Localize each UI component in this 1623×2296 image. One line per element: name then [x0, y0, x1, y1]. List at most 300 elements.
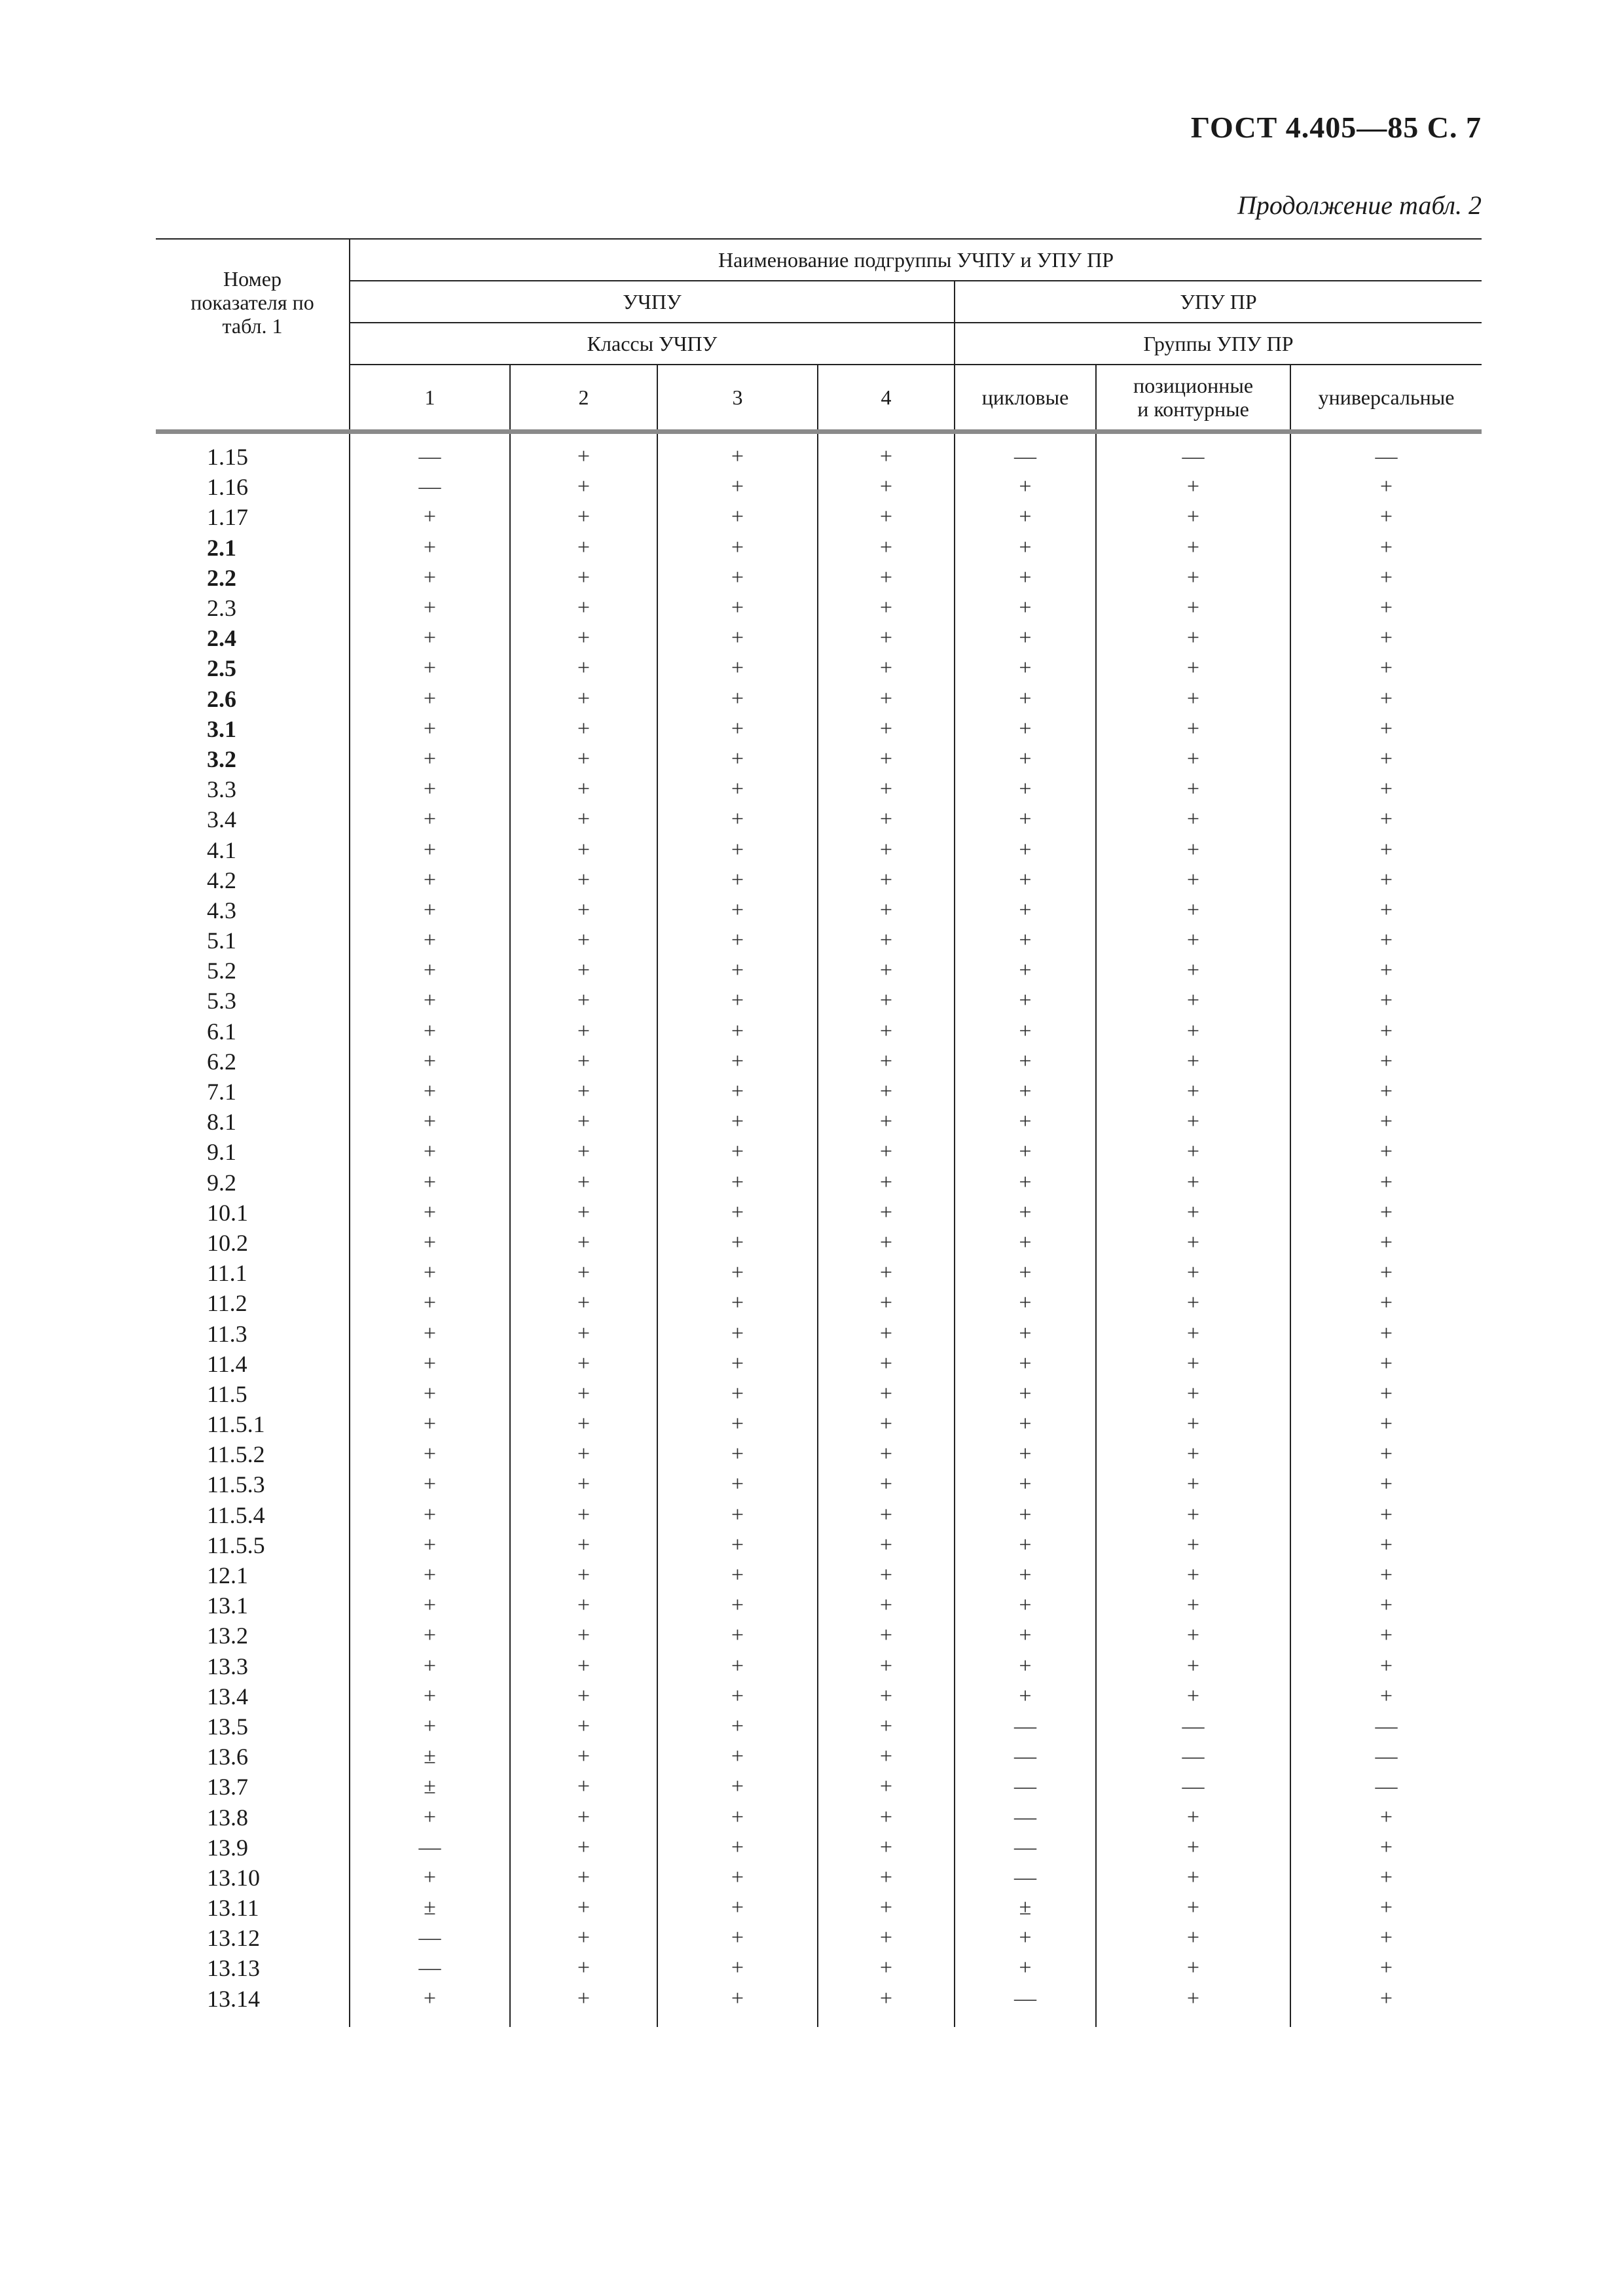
- applicability-mark: +: [955, 1500, 1096, 1530]
- table-continuation-label: Продолжение табл. 2: [1237, 190, 1482, 220]
- applicability-mark: +: [1379, 1049, 1393, 1073]
- applicability-mark: +: [350, 1409, 510, 1439]
- applicability-mark: +: [657, 1107, 818, 1137]
- applicability-mark: +: [1379, 1956, 1393, 1981]
- table-row: [156, 563, 1482, 593]
- applicability-mark: +: [1379, 1018, 1393, 1043]
- applicability-mark: +: [1096, 1833, 1290, 1863]
- applicability-mark: +: [818, 1863, 955, 1893]
- applicability-mark: +: [818, 834, 955, 865]
- applicability-mark: +: [818, 1439, 955, 1469]
- applicability-mark: +: [657, 1772, 818, 1802]
- applicability-mark: +: [1096, 986, 1290, 1016]
- row-number: 3.4: [156, 804, 350, 834]
- applicability-mark: +: [1379, 1412, 1393, 1437]
- applicability-mark: +: [1379, 1683, 1393, 1708]
- applicability-mark: +: [350, 1318, 510, 1348]
- row-number-header-text: Номер показателя по табл. 1: [191, 266, 314, 338]
- table-row: [156, 1530, 1482, 1560]
- applicability-mark: +: [818, 1802, 955, 1832]
- applicability-mark: +: [510, 1288, 657, 1318]
- applicability-mark: +: [955, 865, 1096, 895]
- applicability-mark: +: [955, 1590, 1096, 1621]
- applicability-mark: +: [818, 563, 955, 593]
- applicability-mark: +: [1379, 1895, 1393, 1920]
- applicability-mark: +: [350, 744, 510, 774]
- applicability-mark: +: [1096, 925, 1290, 956]
- row-number: 12.1: [156, 1560, 350, 1590]
- row-number: 2.2: [156, 563, 350, 593]
- applicability-mark: +: [1379, 686, 1393, 711]
- applicability-mark: +: [657, 1833, 818, 1863]
- table-row: [156, 1379, 1482, 1409]
- applicability-mark: +: [1379, 535, 1393, 560]
- applicability-mark: +: [1096, 865, 1290, 895]
- applicability-mark: —: [955, 1802, 1096, 1832]
- applicability-mark: +: [955, 1137, 1096, 1167]
- applicability-mark: +: [1096, 623, 1290, 653]
- applicability-mark: +: [818, 1742, 955, 1772]
- applicability-mark: +: [1379, 867, 1393, 892]
- applicability-mark: +: [657, 1953, 818, 1983]
- applicability-mark: +: [510, 1681, 657, 1712]
- applicability-mark: +: [657, 533, 818, 563]
- applicability-mark: +: [818, 714, 955, 744]
- row-number: 13.9: [156, 1833, 350, 1863]
- table-row: [156, 1590, 1482, 1621]
- applicability-mark: +: [657, 472, 818, 502]
- applicability-mark: +: [510, 1802, 657, 1832]
- applicability-mark: +: [1096, 895, 1290, 925]
- applicability-mark: +: [510, 1772, 657, 1802]
- applicability-mark: +: [657, 865, 818, 895]
- applicability-mark: +: [955, 1560, 1096, 1590]
- applicability-mark: +: [955, 1621, 1096, 1651]
- table-row: [156, 925, 1482, 956]
- applicability-mark: +: [350, 1681, 510, 1712]
- table-row: [156, 1923, 1482, 1953]
- applicability-mark: +: [510, 1228, 657, 1258]
- applicability-mark: +: [955, 472, 1096, 502]
- applicability-mark: +: [818, 774, 955, 804]
- table-row: [156, 804, 1482, 834]
- applicability-mark: +: [1096, 1802, 1290, 1832]
- applicability-mark: +: [818, 1893, 955, 1923]
- table-row: [156, 1137, 1482, 1167]
- row-number: 8.1: [156, 1107, 350, 1137]
- applicability-mark: +: [657, 563, 818, 593]
- table-row: [156, 774, 1482, 804]
- table-row: [156, 1228, 1482, 1258]
- applicability-mark: +: [955, 1681, 1096, 1712]
- applicability-mark: +: [657, 1802, 818, 1832]
- applicability-mark: +: [818, 744, 955, 774]
- applicability-mark: +: [510, 684, 657, 714]
- applicability-mark: +: [955, 1107, 1096, 1137]
- applicability-mark: +: [1096, 1863, 1290, 1893]
- applicability-mark: +: [510, 1560, 657, 1590]
- applicability-mark: +: [350, 1077, 510, 1107]
- applicability-mark: +: [657, 502, 818, 532]
- table-row: [156, 895, 1482, 925]
- applicability-mark: +: [1096, 1349, 1290, 1379]
- applicability-mark: +: [657, 1228, 818, 1258]
- applicability-mark: +: [510, 1923, 657, 1953]
- applicability-mark: +: [657, 774, 818, 804]
- row-number: 13.12: [156, 1923, 350, 1953]
- applicability-mark: +: [350, 865, 510, 895]
- applicability-mark: +: [818, 986, 955, 1016]
- applicability-mark: +: [1096, 1198, 1290, 1228]
- applicability-mark: +: [510, 1500, 657, 1530]
- applicability-mark: +: [955, 1288, 1096, 1318]
- applicability-mark: +: [1096, 1621, 1290, 1651]
- applicability-mark: +: [350, 1712, 510, 1742]
- column-header-1: 1: [350, 365, 510, 432]
- applicability-mark: +: [350, 1198, 510, 1228]
- applicability-mark: +: [1096, 1923, 1290, 1953]
- applicability-mark: +: [955, 1923, 1096, 1953]
- applicability-mark: +: [818, 1016, 955, 1047]
- row-number: 11.5: [156, 1379, 350, 1409]
- applicability-mark: +: [350, 533, 510, 563]
- applicability-mark: +: [1096, 1379, 1290, 1409]
- applicability-mark: +: [818, 1107, 955, 1137]
- row-number: 4.2: [156, 865, 350, 895]
- applicability-mark: —: [955, 432, 1096, 473]
- row-number: 13.10: [156, 1863, 350, 1893]
- applicability-mark: +: [510, 1833, 657, 1863]
- applicability-mark: +: [350, 1168, 510, 1198]
- row-number: 11.1: [156, 1258, 350, 1288]
- applicability-mark: +: [818, 1137, 955, 1167]
- applicability-mark: +: [955, 1409, 1096, 1439]
- applicability-mark: +: [1379, 596, 1393, 620]
- table-row: [156, 1833, 1482, 1863]
- applicability-mark: —: [350, 1923, 510, 1953]
- table-row: [156, 1349, 1482, 1379]
- table-row: [156, 1742, 1482, 1772]
- applicability-mark: +: [510, 1742, 657, 1772]
- applicability-mark: +: [955, 563, 1096, 593]
- uchpu-classes-header: Классы УЧПУ: [350, 323, 955, 365]
- applicability-mark: +: [955, 1198, 1096, 1228]
- applicability-mark: +: [350, 1016, 510, 1047]
- applicability-mark: ±: [955, 1893, 1096, 1923]
- group-header: Наименование подгруппы УЧПУ и УПУ ПР: [350, 239, 1482, 281]
- applicability-mark: +: [1379, 656, 1393, 681]
- applicability-mark: +: [1096, 684, 1290, 714]
- applicability-mark: +: [350, 774, 510, 804]
- applicability-mark: +: [1096, 502, 1290, 532]
- applicability-mark: +: [510, 593, 657, 623]
- applicability-mark: +: [1096, 1439, 1290, 1469]
- applicability-mark: +: [818, 653, 955, 683]
- applicability-mark: +: [350, 1047, 510, 1077]
- applicability-mark: +: [350, 1621, 510, 1651]
- applicability-mark: +: [818, 1560, 955, 1590]
- applicability-mark: +: [657, 1198, 818, 1228]
- applicability-mark: +: [657, 1288, 818, 1318]
- applicability-mark: —: [1096, 1742, 1290, 1772]
- table-row: [156, 1712, 1482, 1742]
- row-number: 11.5.3: [156, 1469, 350, 1499]
- applicability-mark: +: [818, 865, 955, 895]
- applicability-mark: +: [818, 1833, 955, 1863]
- applicability-mark: +: [510, 1953, 657, 1983]
- table-row: [156, 593, 1482, 623]
- applicability-mark: +: [657, 1893, 818, 1923]
- applicability-mark: +: [350, 1137, 510, 1167]
- table-row: [156, 956, 1482, 986]
- applicability-mark: +: [510, 1379, 657, 1409]
- applicability-mark: +: [510, 653, 657, 683]
- applicability-mark: +: [1379, 1532, 1393, 1557]
- applicability-mark: +: [657, 1258, 818, 1288]
- applicability-mark: +: [818, 593, 955, 623]
- applicability-mark: +: [350, 1530, 510, 1560]
- applicability-mark: +: [955, 1077, 1096, 1107]
- applicability-mark: +: [510, 956, 657, 986]
- row-number: 7.1: [156, 1077, 350, 1107]
- table-row: [156, 834, 1482, 865]
- applicability-mark: +: [818, 956, 955, 986]
- applicability-mark: +: [350, 714, 510, 744]
- column-header-4: 4: [818, 365, 955, 432]
- table-row: [156, 1047, 1482, 1077]
- applicability-mark: +: [1096, 1893, 1290, 1923]
- applicability-mark: +: [1379, 1472, 1393, 1497]
- applicability-mark: +: [1379, 1653, 1393, 1678]
- applicability-mark: +: [1096, 1258, 1290, 1288]
- applicability-mark: +: [657, 432, 818, 473]
- row-number: 3.3: [156, 774, 350, 804]
- row-number: 2.5: [156, 653, 350, 683]
- applicability-mark: +: [1096, 714, 1290, 744]
- applicability-mark: +: [657, 1863, 818, 1893]
- applicability-mark: +: [1379, 1109, 1393, 1134]
- applicability-mark: +: [350, 925, 510, 956]
- applicability-mark: +: [510, 533, 657, 563]
- applicability-mark: +: [818, 1651, 955, 1681]
- applicability-mark: +: [955, 1530, 1096, 1560]
- applicability-mark: +: [818, 804, 955, 834]
- table-body: [156, 432, 1482, 2027]
- row-number: 13.3: [156, 1651, 350, 1681]
- applicability-mark: +: [955, 502, 1096, 532]
- applicability-mark: +: [510, 1168, 657, 1198]
- applicability-mark: +: [350, 1560, 510, 1590]
- applicability-mark: +: [818, 1469, 955, 1499]
- applicability-mark: +: [510, 1863, 657, 1893]
- applicability-mark: +: [510, 1077, 657, 1107]
- applicability-mark: +: [1379, 565, 1393, 590]
- table-row: [156, 1984, 1482, 2027]
- applicability-mark: +: [818, 533, 955, 563]
- row-number: 13.6: [156, 1742, 350, 1772]
- applicability-mark: +: [657, 925, 818, 956]
- applicability-mark: —: [350, 1833, 510, 1863]
- applicability-mark: +: [1096, 1288, 1290, 1318]
- applicability-mark: +: [1379, 1261, 1393, 1285]
- applicability-mark: +: [510, 1137, 657, 1167]
- row-number-header-spacer: [156, 365, 350, 432]
- applicability-mark: +: [1379, 1623, 1393, 1648]
- row-number: 13.5: [156, 1712, 350, 1742]
- table-row: [156, 1560, 1482, 1590]
- applicability-mark: +: [1096, 1047, 1290, 1077]
- applicability-mark: +: [818, 502, 955, 532]
- applicability-mark: —: [1096, 1772, 1290, 1802]
- applicability-mark: —: [955, 1742, 1096, 1772]
- applicability-mark: +: [1379, 988, 1393, 1013]
- applicability-mark: —: [955, 1712, 1096, 1742]
- applicability-mark: +: [657, 1379, 818, 1409]
- table-row: [156, 1016, 1482, 1047]
- row-number: 11.5.4: [156, 1500, 350, 1530]
- applicability-mark: +: [1096, 1560, 1290, 1590]
- applicability-mark: +: [818, 1258, 955, 1288]
- applicability-mark: +: [510, 744, 657, 774]
- applicability-mark: +: [1379, 1593, 1393, 1618]
- applicability-mark: +: [1096, 834, 1290, 865]
- applicability-mark: +: [955, 1016, 1096, 1047]
- applicability-mark: —: [350, 432, 510, 473]
- applicability-mark: +: [1096, 1228, 1290, 1258]
- applicability-mark: +: [657, 1712, 818, 1742]
- applicability-mark: +: [510, 1258, 657, 1288]
- applicability-mark: +: [1096, 653, 1290, 683]
- applicability-mark: ±: [350, 1772, 510, 1802]
- applicability-mark: +: [955, 623, 1096, 653]
- applicability-mark: —: [1375, 1713, 1398, 1738]
- row-number: 13.14: [156, 1984, 350, 2027]
- applicability-mark: +: [1379, 777, 1393, 802]
- row-number-header: [156, 239, 350, 365]
- applicability-mark: +: [657, 1409, 818, 1439]
- applicability-mark: +: [1096, 956, 1290, 986]
- table-row: [156, 1198, 1482, 1228]
- column-header-3: 3: [657, 365, 818, 432]
- applicability-mark: +: [1096, 1168, 1290, 1198]
- applicability-mark: +: [1379, 1079, 1393, 1104]
- row-number: 13.2: [156, 1621, 350, 1651]
- uchpu-header: УЧПУ: [350, 281, 955, 323]
- row-number: 3.2: [156, 744, 350, 774]
- applicability-mark: +: [350, 563, 510, 593]
- applicability-mark: +: [1379, 746, 1393, 771]
- applicability-mark: +: [350, 1288, 510, 1318]
- applicability-mark: —: [1375, 1744, 1398, 1769]
- applicability-mark: +: [657, 986, 818, 1016]
- row-number: 11.5.1: [156, 1409, 350, 1439]
- applicability-mark: +: [1379, 1200, 1393, 1225]
- applicability-mark: +: [1096, 774, 1290, 804]
- applicability-mark: —: [955, 1772, 1096, 1802]
- applicability-mark: +: [818, 1318, 955, 1348]
- applicability-mark: +: [657, 1742, 818, 1772]
- applicability-mark: +: [657, 653, 818, 683]
- applicability-mark: +: [657, 593, 818, 623]
- applicability-mark: +: [350, 1107, 510, 1137]
- applicability-mark: +: [1379, 716, 1393, 741]
- column-header-2: 2: [510, 365, 657, 432]
- applicability-mark: +: [510, 986, 657, 1016]
- row-number: 2.6: [156, 684, 350, 714]
- applicability-mark: +: [818, 925, 955, 956]
- applicability-mark: +: [350, 1258, 510, 1288]
- applicability-mark: +: [955, 925, 1096, 956]
- applicability-mark: +: [350, 1863, 510, 1893]
- applicability-mark: +: [350, 623, 510, 653]
- applicability-mark: +: [1379, 1321, 1393, 1346]
- applicability-mark: +: [1379, 1804, 1393, 1829]
- applicability-mark: +: [1096, 1651, 1290, 1681]
- row-number: 3.1: [156, 714, 350, 744]
- applicability-mark: +: [350, 1469, 510, 1499]
- table-row: [156, 1802, 1482, 1832]
- applicability-mark: +: [657, 714, 818, 744]
- table-row: [156, 1651, 1482, 1681]
- applicability-mark: +: [955, 1349, 1096, 1379]
- applicability-mark: +: [1379, 626, 1393, 651]
- applicability-mark: +: [1096, 1137, 1290, 1167]
- applicability-mark: +: [1379, 1139, 1393, 1164]
- applicability-mark: +: [350, 1984, 510, 2027]
- table-row: [156, 1258, 1482, 1288]
- applicability-mark: +: [510, 623, 657, 653]
- applicability-mark: ±: [350, 1742, 510, 1772]
- applicability-mark: +: [1379, 1835, 1393, 1859]
- applicability-mark: +: [1096, 1318, 1290, 1348]
- row-number: 1.17: [156, 502, 350, 532]
- applicability-mark: —: [1375, 1774, 1398, 1799]
- applicability-mark: +: [955, 653, 1096, 683]
- table-row: [156, 714, 1482, 744]
- applicability-mark: —: [1096, 1712, 1290, 1742]
- applicability-mark: +: [657, 804, 818, 834]
- applicability-mark: +: [657, 1137, 818, 1167]
- applicability-mark: —: [350, 472, 510, 502]
- table-row: [156, 1500, 1482, 1530]
- table-row: [156, 1288, 1482, 1318]
- applicability-mark: +: [818, 1288, 955, 1318]
- applicability-mark: +: [1096, 1984, 1290, 2027]
- applicability-mark: +: [350, 1379, 510, 1409]
- applicability-mark: +: [510, 774, 657, 804]
- applicability-mark: +: [955, 1047, 1096, 1077]
- applicability-mark: +: [350, 1349, 510, 1379]
- applicability-mark: +: [818, 472, 955, 502]
- applicability-table: [156, 238, 1482, 2027]
- applicability-mark: +: [350, 1651, 510, 1681]
- applicability-mark: +: [657, 1077, 818, 1107]
- applicability-mark: +: [510, 925, 657, 956]
- applicability-mark: +: [1096, 472, 1290, 502]
- applicability-mark: +: [657, 1168, 818, 1198]
- applicability-mark: +: [350, 653, 510, 683]
- applicability-mark: +: [1096, 1953, 1290, 1983]
- row-number: 11.2: [156, 1288, 350, 1318]
- table-row: [156, 1681, 1482, 1712]
- applicability-mark: +: [1379, 837, 1393, 862]
- applicability-mark: +: [955, 714, 1096, 744]
- applicability-mark: +: [1379, 928, 1393, 953]
- applicability-mark: +: [1379, 1381, 1393, 1406]
- applicability-mark: +: [955, 1469, 1096, 1499]
- table-row: [156, 1469, 1482, 1499]
- row-number: 10.1: [156, 1198, 350, 1228]
